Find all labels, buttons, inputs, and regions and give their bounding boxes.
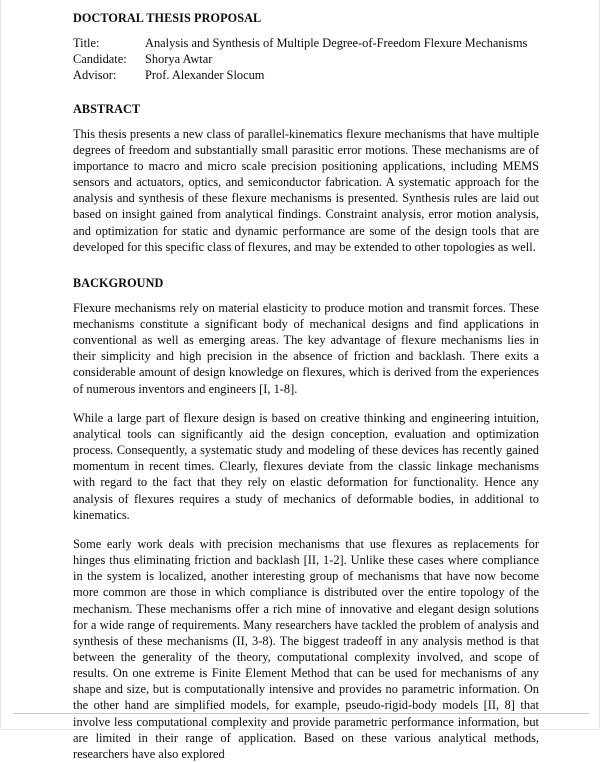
title-value: Analysis and Synthesis of Multiple Degree-of-Freedom Flexure Mechanisms	[145, 36, 528, 50]
document-content	[73, 10, 539, 762]
candidate-value: Shorya Awtar	[145, 52, 213, 67]
metadata-row-title	[73, 35, 527, 51]
footer-divider	[13, 713, 589, 714]
section-heading-abstract: ABSTRACT	[73, 101, 141, 116]
section-heading-background: BACKGROUND	[73, 275, 164, 290]
metadata-row-candidate	[73, 51, 527, 67]
page-title: DOCTORAL THESIS PROPOSAL	[73, 11, 262, 25]
thesis-metadata	[73, 35, 527, 84]
background-paragraph-3: Some early work deals with precision mechanisms that use flexures as replacements for hinges thus eliminating friction and backlash [II, 1-2]. Unlike these cases where compliance in the system is localized, another interesting group of mechanisms that have now become more common are those in which compliance is distributed over the entire topology of the mechanism. These mechanisms offer a rich mine of innovative and elegant design solutions for a wide range of requirements. Many researchers have tackled the problem of analysis and synthesis of these mechanisms (II, 3-8). The biggest tradeoff in any analysis method is that between the generality of the theory, computational complexity involved, and scope of results. On one extreme is Finite Element Method that can be used for mechanisms of any shape and size, but is computationally intensive and provides no parametric information. On the other hand are simplified models, for example, pseudo-rigid-body models [II, 8] that involve less computational complexity and provide parametric performance information, but are limited in their range of application. Based on these various analytical methods, researchers have also explored	[73, 536, 539, 761]
metadata-row-advisor	[73, 67, 527, 83]
abstract-paragraph: This thesis presents a new class of parallel-kinematics flexure mechanisms that have multiple degrees of freedom and substantially small parasitic error motions. These mechanisms are of importance to macro and micro scale precision positioning applications, including MEMS sensors and actuators, optics, and semiconductor fabrication. A systematic approach for the analysis and synthesis of these flexure mechanisms is presented. Synthesis rules are laid out based on insight gained from analytical findings. Constraint analysis, error motion analysis, and optimization for static and dynamic performance are some of the design tools that are developed for this specific class of flexures, and may be extended to other topologies as well.	[73, 126, 539, 254]
title-label: Title:	[73, 36, 100, 50]
advisor-value: Prof. Alexander Slocum	[145, 68, 265, 83]
advisor-label: Advisor:	[73, 68, 117, 83]
candidate-label: Candidate:	[73, 52, 127, 67]
background-paragraph-1: Flexure mechanisms rely on material elasticity to produce motion and transmit forces. These mechanisms constitute a significant body of mechanical designs and find applications in conventional as well as emerging areas. The key advantage of flexure mechanisms lies in their simplicity and high precision in the absence of friction and backlash. There exits a considerable amount of design knowledge on flexures, which is derived from the experiences of numerous inventors and engineers [I, 1-8].	[73, 300, 539, 396]
background-paragraph-2: While a large part of flexure design is based on creative thinking and engineering intuition, analytical tools can significantly aid the design conception, evaluation and optimization process. Consequently, a systematic study and modeling of these devices has recently gained momentum in recent times. Clearly, flexures deviate from the classic linkage mechanisms with regard to the fact that they rely on elastic deformation for functionality. Hence any analysis of flexures requires a study of mechanics of deformable bodies, in additional to kinematics.	[73, 410, 539, 522]
